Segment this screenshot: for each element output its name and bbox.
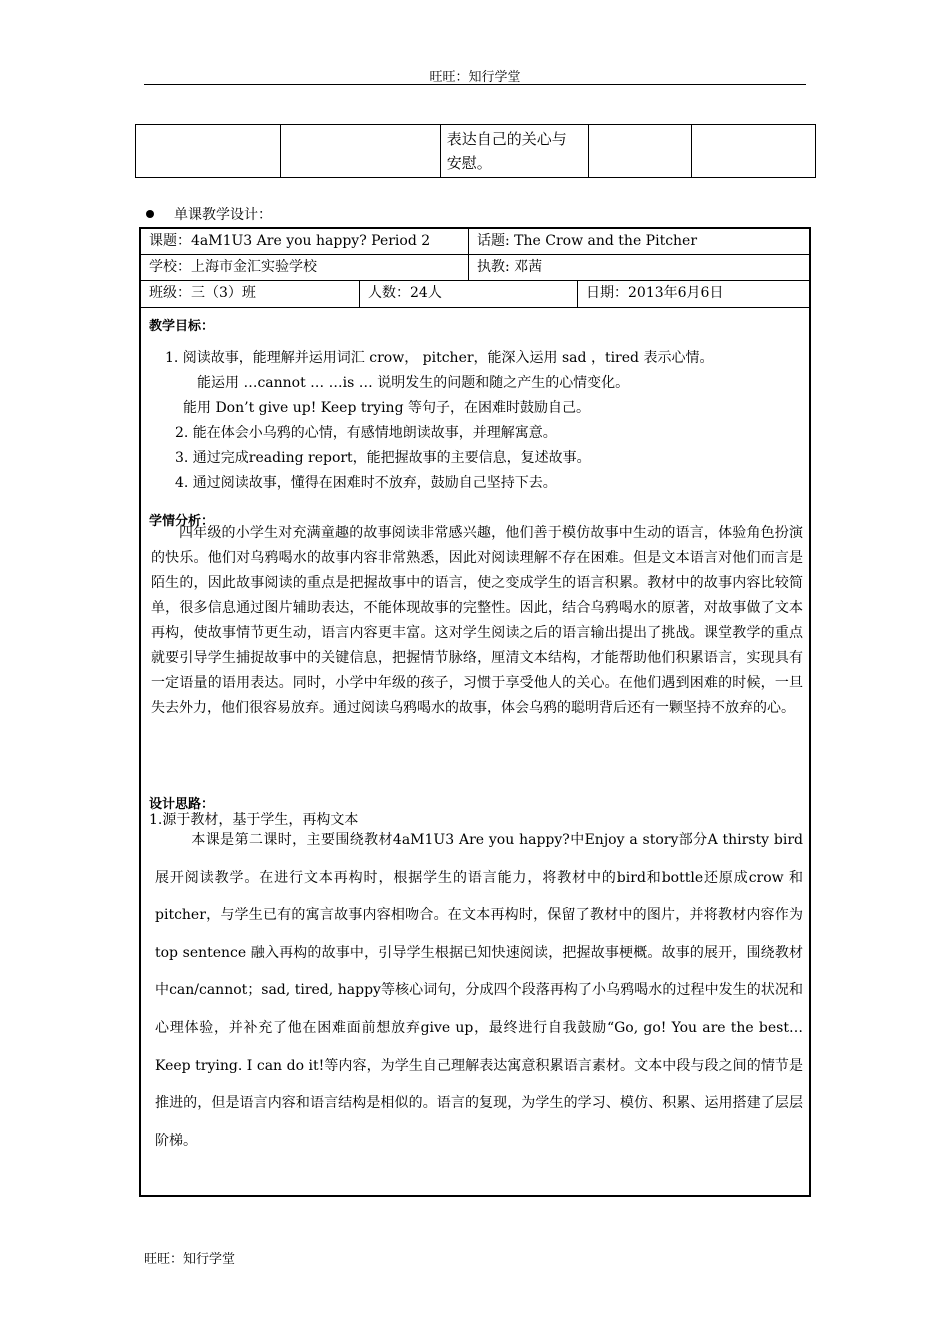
goal-line: 能用 Don’t give up! Keep trying 等句子，在困难时鼓励自己。 (183, 400, 590, 416)
section-bullet-text: 单课教学设计： (174, 207, 272, 223)
school-cell: 学校：上海市金汇实验学校 (149, 259, 317, 275)
lesson-design-table (139, 227, 811, 1197)
class-cell: 班级：三（3）班 (149, 285, 256, 301)
goal-line: 3. 通过完成reading report，能把握故事的主要信息，复述故事。 (175, 450, 591, 466)
design-paragraph: 本课是第二课时，主要围绕教材4aM1U3 Are you happy?中Enjoy a story部分A thirsty bird展开阅读教学。在进行文本再构时，根据学生的语言能力，将教材中的bird和bottle还原成crow 和pitcher，与学生已有的寓言故事内容相吻合。在文本再构时，保留了教材中的图片，并将教材内容作为top sentence 融入再构的故事中，引导学生根据已知快速阅读，把握故事梗概。故事的展开，围绕教材中can/cannot；sad, tired, happy等核心词句，分成四个段落再构了小乌鸦喝水的过程中发生的状况和心理体验，并补充了他在困难面前想放弃give up，最终进行自我鼓励“Go, go! You are the best… Keep trying. I can do it!等内容，为学生自己理解表达寓意积累语言素材。文本中段与段之间的情节是推进的，但是语言内容和语言结构是相似的。语言的复现，为学生的学习、模仿、积累、运用搭建了层层阶梯。 (155, 832, 803, 1149)
info-row-topic (141, 229, 809, 255)
goal-line: 能运用 …cannot … …is … 说明发生的问题和随之产生的心情变化。 (197, 375, 630, 391)
date-cell: 日期：2013年6月6日 (577, 281, 809, 307)
section-bullet (146, 204, 272, 224)
continued-table (135, 124, 816, 178)
teacher-cell: 执教: 邓茜 (468, 255, 809, 280)
count-cell: 人数：24人 (359, 281, 577, 307)
design-heading: 设计思路： (149, 797, 215, 812)
goal-line: 1. 阅读故事，能理解并运用词汇 crow， pitcher，能深入运用 sad ，tired 表示心情。 (165, 350, 714, 366)
page-footer: 旺旺：知行学堂 (144, 1252, 236, 1267)
table-cell: 表达自己的关心与安慰。 (440, 125, 588, 178)
table-cell (692, 125, 816, 178)
goals-heading: 教学目标： (149, 319, 215, 334)
goal-line: 2. 能在体会小乌鸦的心情，有感情地朗读故事，并理解寓意。 (175, 425, 557, 441)
table-cell (136, 125, 281, 178)
info-row-school (141, 255, 809, 281)
page-header: 旺旺：知行学堂 (429, 70, 521, 85)
table-cell (280, 125, 440, 178)
analysis-paragraph: 四年级的小学生对充满童趣的故事阅读非常感兴趣，他们善于模仿故事中生动的语言，体验角色扮演的快乐。他们对乌鸦喝水的故事内容非常熟悉，因此对阅读理解不存在困难。但是文本语言对他们而言是陌生的，因此故事阅读的重点是把握故事中的语言，使之变成学生的语言积累。教材中的故事内容比较简单，很多信息通过图片辅助表达，不能体现故事的完整性。因此，结合乌鸦喝水的原著，对故事做了文本再构，使故事情节更生动，语言内容更丰富。这对学生阅读之后的语言输出提出了挑战。课堂教学的重点就要引导学生捕捉故事中的关键信息，把握情节脉络，厘清文本结构，才能帮助他们积累语言，实现具有一定语量的语用表达。同时，小学中年级的孩子，习惯于享受他人的关心。在他们遇到困难的时候，一旦失去外力，他们很容易放弃。通过阅读乌鸦喝水的故事，体会乌鸦的聪明背后还有一颗坚持不放弃的心。 (151, 525, 803, 716)
info-row-class (141, 281, 809, 308)
design-subheading: 1.源于教材，基于学生，再构文本 (149, 812, 359, 828)
subject-cell: 话题: The Crow and the Pitcher (468, 229, 809, 254)
header-rule (144, 84, 806, 85)
analysis-heading: 学情分析： (149, 514, 215, 529)
bullet-dot-icon (146, 210, 154, 218)
topic-cell: 课题：4aM1U3 Are you happy? Period 2 (149, 233, 431, 249)
table-cell (588, 125, 692, 178)
goal-line: 4. 通过阅读故事，懂得在困难时不放弃，鼓励自己坚持下去。 (175, 475, 557, 491)
